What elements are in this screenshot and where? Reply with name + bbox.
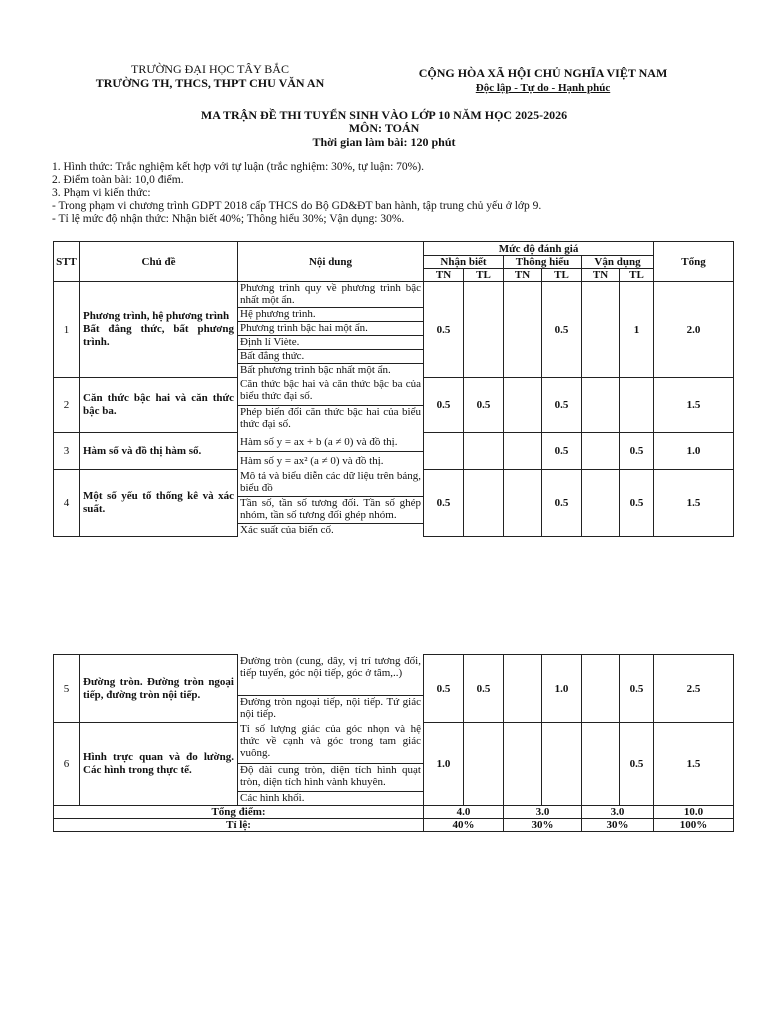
row-stt: 5 (54, 655, 80, 723)
sum-label: Tổng điểm: (54, 805, 424, 818)
row-stt: 2 (54, 378, 80, 433)
cell-th-tn (504, 282, 542, 378)
cell-th-tl: 1.0 (542, 655, 582, 723)
cell-vd-tl: 1 (620, 282, 654, 378)
cell-vd-tl: 0.5 (620, 723, 654, 806)
sum-nb: 4.0 (424, 805, 504, 818)
content-item: Bất phương trình bậc nhất một ẩn. (240, 364, 391, 377)
cell-th-tn (504, 655, 542, 723)
sum-row (54, 805, 734, 818)
cell-vd-tn (582, 433, 620, 470)
row-topic: Đường tròn. Đường tròn ngoại tiếp, đường tròn nội tiếp. (80, 655, 238, 723)
content-item: Hàm số y = ax + b (a ≠ 0) và đồ thị. (238, 433, 423, 452)
cell-vd-tn (582, 723, 620, 806)
cell-th-tl: 0.5 (542, 470, 582, 537)
note-line: 1. Hình thức: Trắc nghiệm kết hợp với tự luận (trắc nghiệm: 30%, tự luận: 70%). (52, 161, 424, 173)
header-total: Tổng (654, 242, 734, 282)
row-contents (238, 378, 424, 433)
ratio-label: Tỉ lệ: (54, 818, 424, 831)
cell-vd-tn (582, 282, 620, 378)
cell-vd-tn (582, 378, 620, 433)
row-topic: Một số yếu tố thống kê và xác suất. (80, 470, 238, 537)
cell-total: 1.5 (654, 723, 734, 806)
sum-total: 10.0 (654, 805, 734, 818)
content-item: Bất đẳng thức. (238, 350, 423, 364)
ratio-th: 30% (504, 818, 582, 831)
doc-duration: Thời gian làm bài: 120 phút (312, 135, 456, 149)
cell-vd-tn (582, 655, 620, 723)
note-line: - Trong phạm vi chương trình GDPT 2018 cấp THCS do Bộ GD&ĐT ban hành, tập trung chủ yếu ở lớp 9. (52, 200, 542, 212)
header-topic: Chủ đề (80, 242, 238, 282)
cell-th-tn (504, 470, 542, 537)
cell-vd-tn (582, 470, 620, 537)
content-item: Đường tròn (cung, dây, vị trí tương đối, tiếp tuyến, góc nội tiếp, góc ở tâm,..) (238, 655, 423, 696)
note-line: - Tỉ lệ mức độ nhận thức: Nhận biết 40%; Thông hiểu 30%; Vận dụng: 30%. (52, 213, 405, 225)
national-motto: Độc lập - Tự do - Hạnh phúc (475, 82, 611, 94)
ratio-vd: 30% (582, 818, 654, 831)
sum-vd: 3.0 (582, 805, 654, 818)
header-content: Nội dung (238, 242, 424, 282)
cell-nb-tl (464, 282, 504, 378)
notes-block (52, 161, 752, 226)
header-tl: TL (620, 269, 654, 282)
cell-nb-tn (424, 433, 464, 470)
doc-subject: MÔN: TOÁN (348, 121, 420, 135)
table-row (54, 282, 734, 378)
row-stt: 4 (54, 470, 80, 537)
cell-th-tl: 0.5 (542, 378, 582, 433)
row-topic: Hình trực quan và đo lường. Các hình trong thực tế. (80, 723, 238, 806)
header-nb: Nhận biết (424, 256, 504, 269)
header-tl: TL (464, 269, 504, 282)
ratio-nb: 40% (424, 818, 504, 831)
content-item: Độ dài cung tròn, diện tích hình quạt tròn, diện tích hình vành khuyên. (238, 764, 423, 792)
ratio-total: 100% (654, 818, 734, 831)
matrix-table-part1 (53, 241, 734, 537)
cell-total: 1.5 (654, 470, 734, 537)
content-item: Đường tròn ngoại tiếp, nội tiếp. Tứ giác nội tiếp. (240, 695, 421, 720)
row-contents (238, 723, 424, 806)
table-row (54, 655, 734, 723)
row-stt: 3 (54, 433, 80, 470)
cell-th-tn (504, 433, 542, 470)
cell-nb-tl (464, 433, 504, 470)
row-contents (238, 433, 424, 470)
cell-total: 1.5 (654, 378, 734, 433)
header-tl: TL (542, 269, 582, 282)
header-vd: Vận dụng (582, 256, 654, 269)
cell-vd-tl (620, 378, 654, 433)
ratio-row (54, 818, 734, 831)
cell-nb-tn: 0.5 (424, 378, 464, 433)
content-item: Hệ phương trình. (238, 308, 423, 322)
row-stt: 1 (54, 282, 80, 378)
row-contents (238, 470, 424, 537)
header-th: Thông hiểu (504, 256, 582, 269)
header-stt: STT (54, 242, 80, 282)
national-header (398, 66, 688, 96)
cell-nb-tn: 0.5 (424, 655, 464, 723)
cell-nb-tl: 0.5 (464, 378, 504, 433)
content-item: Xác suất của biến cố. (240, 523, 334, 536)
cell-th-tl: 0.5 (542, 282, 582, 378)
topic-line: Bất đẳng thức, bất phương trình. (83, 323, 234, 348)
sum-th: 3.0 (504, 805, 582, 818)
cell-th-tn (504, 378, 542, 433)
content-item: Các hình khối. (240, 791, 305, 804)
content-item: Hàm số y = ax² (a ≠ 0) và đồ thị. (240, 454, 384, 467)
cell-total: 2.0 (654, 282, 734, 378)
cell-vd-tl: 0.5 (620, 470, 654, 537)
matrix-table-part2 (53, 654, 734, 832)
university-name: TRƯỜNG ĐẠI HỌC TÂY BẮC (131, 62, 289, 76)
content-item: Phương trình bậc hai một ẩn. (238, 322, 423, 336)
cell-nb-tn: 0.5 (424, 470, 464, 537)
row-topic: Hàm số và đồ thị hàm số. (80, 433, 238, 470)
cell-total: 1.0 (654, 433, 734, 470)
row-topic (80, 282, 238, 378)
table-row (54, 470, 734, 537)
table-row (54, 433, 734, 470)
row-topic: Căn thức bậc hai và căn thức bậc ba. (80, 378, 238, 433)
content-item: Định lí Viète. (238, 336, 423, 350)
cell-vd-tl: 0.5 (620, 433, 654, 470)
note-line: 3. Phạm vi kiến thức: (52, 187, 151, 199)
header-tn: TN (504, 269, 542, 282)
cell-nb-tl (464, 723, 504, 806)
cell-th-tl: 0.5 (542, 433, 582, 470)
school-name: TRƯỜNG TH, THCS, THPT CHU VĂN AN (95, 76, 325, 90)
table-row (54, 378, 734, 433)
content-item: Tần số, tần số tương đối. Tần số ghép nhóm, tần số tương đối ghép nhóm. (238, 497, 423, 524)
content-item: Căn thức bậc hai và căn thức bậc ba của biểu thức đại số. (238, 378, 423, 406)
doc-title: MA TRẬN ĐỀ THI TUYỂN SINH VÀO LỚP 10 NĂM HỌC 2025-2026 (200, 108, 568, 122)
row-stt: 6 (54, 723, 80, 806)
header-level: Mức độ đánh giá (424, 242, 654, 256)
topic-line: Phương trình, hệ phương trình (83, 310, 230, 322)
national-title: CỘNG HÒA XÃ HỘI CHỦ NGHĨA VIỆT NAM (418, 66, 668, 80)
cell-th-tn (504, 723, 542, 806)
cell-vd-tl: 0.5 (620, 655, 654, 723)
cell-total: 2.5 (654, 655, 734, 723)
cell-nb-tl (464, 470, 504, 537)
table-row (54, 723, 734, 806)
note-line: 2. Điểm toàn bài: 10,0 điểm. (52, 174, 184, 186)
cell-nb-tn: 1.0 (424, 723, 464, 806)
header-tn: TN (582, 269, 620, 282)
cell-th-tl (542, 723, 582, 806)
row-contents (238, 655, 424, 723)
content-item: Phép biến đổi căn thức bậc hai của biểu thức đại số. (240, 405, 421, 430)
row-contents (238, 282, 424, 378)
content-item: Phương trình quy về phương trình bậc nhất một ẩn. (240, 282, 421, 307)
school-header (60, 62, 360, 90)
content-item: Tỉ số lượng giác của góc nhọn và hệ thức về cạnh và góc trong tam giác vuông. (238, 723, 423, 764)
header-tn: TN (424, 269, 464, 282)
cell-nb-tn: 0.5 (424, 282, 464, 378)
cell-nb-tl: 0.5 (464, 655, 504, 723)
content-item: Mô tả và biểu diễn các dữ liệu trên bảng, biểu đồ (238, 470, 423, 497)
